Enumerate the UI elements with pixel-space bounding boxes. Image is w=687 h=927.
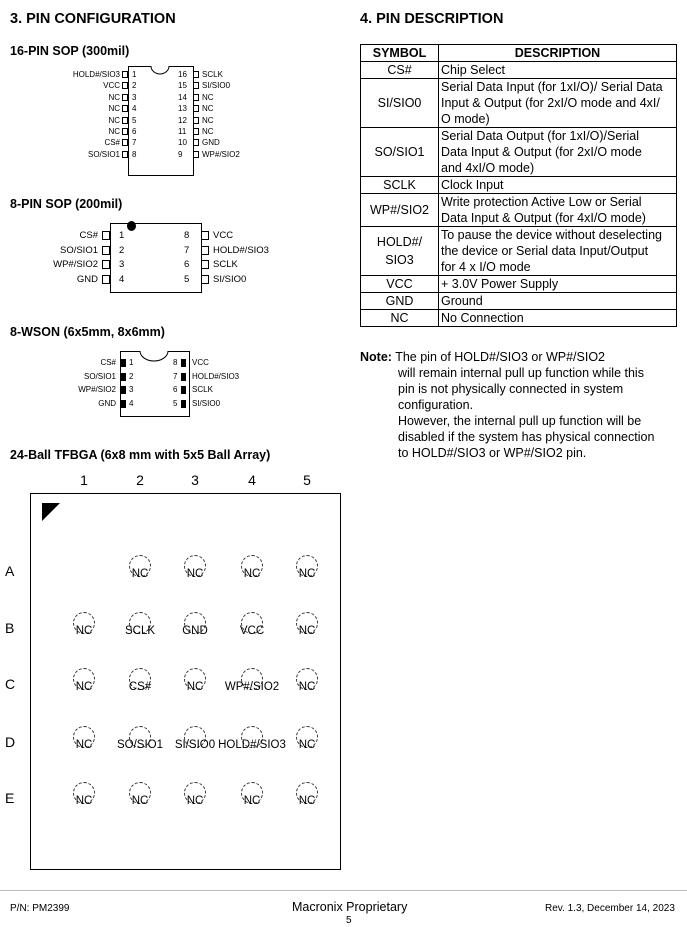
description-line: Data Input & Output (for 4xI/O mode) [441, 211, 646, 225]
description-header: DESCRIPTION [439, 45, 677, 62]
sop16-pin-number: 2 [132, 81, 137, 91]
symbol-cell [361, 62, 439, 79]
sop16-pin-number: 9 [178, 149, 183, 159]
sop16-pin-2 [122, 82, 128, 89]
sop16-title: 16-PIN SOP (300mil) [10, 44, 130, 58]
table-row [361, 177, 677, 194]
wson-pad-6 [181, 386, 186, 394]
sop8-pin-number: 6 [184, 259, 190, 270]
bga-ball-label: CS# [128, 681, 152, 693]
note-line: However, the internal pull up function will be [398, 414, 642, 428]
footer-revision: Rev. 1.3, December 14, 2023 [545, 903, 675, 914]
sop16-pin-11 [193, 128, 199, 135]
sop8-pin-number: 5 [184, 273, 190, 285]
wson-pin-label: CS# [100, 358, 116, 367]
wson-pad-7 [181, 373, 186, 381]
description-line: Ground [441, 294, 483, 308]
wson-pin-number: 7 [173, 371, 178, 381]
sop8-pin-5 [201, 275, 209, 284]
bga-ball-label: NC [298, 681, 316, 693]
bga-ball-label: NC [298, 625, 316, 637]
description-line: To pause the device without deselecting [441, 228, 662, 242]
footer-page-number: 5 [346, 915, 352, 926]
sop16-pin-label: NC [202, 104, 214, 114]
bga-ball-label: NC [243, 795, 261, 807]
sop16-pin-4 [122, 105, 128, 112]
description-cell [439, 293, 677, 310]
bga-ball-label: HOLD#/SIO3 [218, 739, 286, 751]
wson-pad-3 [121, 386, 126, 394]
description-line: the device or Serial data Input/Output [441, 244, 649, 258]
sop8-pin-label: CS# [79, 230, 98, 241]
bga-ball-label: VCC [239, 625, 265, 637]
wson-notch [139, 351, 169, 363]
wson-pin-number: 3 [129, 385, 134, 394]
sop16-pin-7 [122, 139, 128, 146]
symbol-cell [361, 276, 439, 293]
sop16-pin-number: 7 [132, 138, 137, 148]
sop16-pin-label: NC [202, 115, 214, 125]
wson-title: 8-WSON (6x5mm, 8x6mm) [10, 325, 165, 339]
bga-ball-label: NC [75, 795, 93, 807]
bga-ball-label: NC [186, 568, 204, 580]
description-line: Data Input & Output (for 2xI/O mode [441, 145, 642, 159]
sop16-pin-number: 14 [178, 92, 187, 102]
note [360, 349, 680, 461]
sop16-pin-label: HOLD#/SIO3 [72, 70, 120, 79]
note-first-line: The pin of HOLD#/SIO3 or WP#/SIO2 [395, 350, 606, 364]
description-cell [439, 276, 677, 293]
symbol-text: SCLK [383, 178, 416, 192]
symbol-text: SI/SIO0 [377, 96, 422, 110]
sop16-pin-number: 11 [178, 127, 187, 136]
symbol-cell [361, 293, 439, 310]
table-row [361, 276, 677, 293]
bga-ball-label: NC [186, 681, 204, 693]
symbol-text: SO/SIO1 [374, 145, 425, 159]
symbol-line: SIO3 [385, 253, 414, 267]
sop16-notch [150, 66, 170, 76]
sop16-pin-8 [122, 151, 128, 158]
bga-row-label: D [5, 734, 16, 750]
bga-ball-label: NC [298, 568, 316, 580]
bga-column-label: 4 [248, 472, 256, 488]
bga-column-label: 2 [136, 472, 144, 488]
wson-pad-4 [121, 400, 126, 408]
symbol-text: VCC [386, 277, 413, 291]
note-line: configuration. [398, 398, 474, 412]
wson-pad-5 [181, 400, 186, 408]
sop8-pin-number: 7 [184, 244, 190, 256]
sop16-pin-number: 5 [132, 115, 137, 125]
sop16-pin-label: NC [108, 104, 120, 114]
sop8-pin-7 [201, 246, 209, 255]
sop8-pin-4 [102, 275, 110, 284]
note-label: Note: [360, 350, 392, 364]
wson-pin-label: VCC [192, 358, 209, 367]
note-line: will remain internal pull up function while this [398, 366, 644, 380]
description-cell [439, 177, 677, 194]
bga-ball-label: SCLK [124, 625, 156, 637]
description-line: Serial Data Input (for 1xI/O)/ Serial Data [441, 80, 663, 94]
symbol-header: SYMBOL [361, 45, 439, 62]
wson-pin-number: 6 [173, 385, 178, 394]
symbol-text: CS# [387, 63, 412, 77]
sop16-pin-label: SO/SIO1 [87, 149, 120, 159]
sop16-pin-6 [122, 128, 128, 135]
description-cell [439, 310, 677, 327]
bga-ball-label: NC [298, 795, 316, 807]
bga-ball-label: NC [131, 568, 149, 580]
sop16-pin-label: CS# [104, 138, 120, 148]
sop16-pin-1 [122, 71, 128, 78]
table-row [361, 79, 677, 128]
sop8-pin-3 [102, 260, 110, 269]
note-line: to HOLD#/SIO3 or WP#/SIO2 pin. [398, 446, 587, 460]
bga-ball-label: NC [298, 739, 316, 751]
sop8-pin-2 [102, 246, 110, 255]
wson-pin-number: 1 [129, 358, 134, 367]
sop16-pin-label: NC [202, 92, 214, 102]
bga-ball-label: NC [75, 625, 93, 637]
sop8-pin-label: HOLD#/SIO3 [213, 244, 269, 256]
symbol-cell [361, 194, 439, 227]
pin1-dot-icon [127, 221, 136, 231]
wson-pin-number: 5 [173, 398, 178, 408]
sop8-pin-label: SO/SIO1 [59, 244, 98, 256]
sop16-pin-number: 3 [132, 92, 137, 102]
description-line: Chip Select [441, 63, 505, 77]
sop16-pin-13 [193, 105, 199, 112]
sop16-pin-number: 8 [132, 149, 137, 159]
wson-pin-label: SCLK [192, 385, 213, 394]
symbol-cell [361, 227, 439, 276]
sop8-pin-label: GND [76, 273, 98, 285]
wson-pin-label: SI/SIO0 [192, 398, 221, 408]
bga-row-label: C [5, 676, 16, 692]
sop16-pin-number: 10 [178, 138, 187, 148]
wson-pin-label: GND [98, 398, 116, 408]
sop8-pin-1 [102, 231, 110, 240]
sop16-pin-number: 13 [178, 104, 187, 114]
sop16-pin-number: 4 [132, 104, 137, 114]
bga-ball-label: NC [75, 739, 93, 751]
wson-pad-2 [121, 373, 126, 381]
sop16-pin-number: 16 [178, 70, 187, 79]
description-cell [439, 62, 677, 79]
symbol-text: NC [390, 311, 409, 325]
symbol-cell [361, 177, 439, 194]
sop16-pin-label: WP#/SIO2 [202, 149, 240, 159]
bga-ball-label: NC [131, 795, 149, 807]
bga-title: 24-Ball TFBGA (6x8 mm with 5x5 Ball Array) [10, 448, 271, 462]
sop16-pin-label: VCC [103, 81, 120, 91]
bga-column-label: 5 [303, 472, 311, 488]
wson-pin-number: 4 [129, 398, 134, 408]
sop16-pin-label: SI/SIO0 [202, 81, 231, 91]
description-line: for 4 x I/O mode [441, 260, 531, 274]
sop16-pin-label: NC [202, 127, 214, 136]
note-line: disabled if the system has physical connection [398, 430, 655, 444]
description-cell [439, 79, 677, 128]
description-line: O mode) [441, 112, 490, 126]
note-line: pin is not physically connected in system [398, 382, 624, 396]
description-line: + 3.0V Power Supply [441, 277, 559, 291]
description-line: Write protection Active Low or Serial [441, 195, 642, 209]
description-cell [439, 227, 677, 276]
bga-column-label: 1 [80, 472, 88, 488]
pin-description-table [360, 44, 677, 327]
description-cell [439, 194, 677, 227]
sop8-pin-label: SCLK [213, 259, 238, 270]
bga-ball-label: NC [75, 681, 93, 693]
wson-pin-label: HOLD#/SIO3 [192, 371, 240, 381]
sop8-pin-number: 8 [184, 230, 190, 241]
section-4-title: 4. PIN DESCRIPTION [360, 11, 504, 27]
bga-column-label: 3 [191, 472, 199, 488]
sop8-pin-8 [201, 231, 209, 240]
bga-row-label: B [5, 620, 15, 636]
table-row [361, 194, 677, 227]
sop16-pin-9 [193, 151, 199, 158]
sop16-pin-label: GND [202, 138, 220, 148]
bga-ball-label: SO/SIO1 [116, 739, 164, 751]
sop16-pin-number: 6 [132, 127, 137, 136]
sop16-pin-number: 12 [178, 115, 187, 125]
sop16-pin-label: SCLK [202, 70, 223, 79]
footer-divider [0, 890, 687, 891]
sop16-pin-10 [193, 139, 199, 146]
sop16-pin-5 [122, 117, 128, 124]
wson-pad-8 [181, 359, 186, 367]
table-header-row [361, 45, 677, 62]
footer-part-number: P/N: PM2399 [10, 903, 70, 914]
sop16-pin-14 [193, 94, 199, 101]
sop16-pin-label: NC [108, 92, 120, 102]
symbol-line: HOLD#/ [376, 235, 423, 249]
bga-row-label: E [5, 790, 15, 806]
description-line: and 4xI/O mode) [441, 161, 535, 175]
section-3-title: 3. PIN CONFIGURATION [10, 11, 176, 27]
sop8-pin-label: SI/SIO0 [213, 273, 247, 285]
sop16-pin-number: 15 [178, 81, 187, 91]
sop8-pin-label: WP#/SIO2 [53, 259, 98, 270]
sop16-pin-label: NC [108, 115, 120, 125]
sop8-pin-number: 4 [119, 273, 125, 285]
footer-proprietary: Macronix Proprietary [292, 900, 408, 914]
symbol-text: WP#/SIO2 [369, 203, 430, 217]
wson-pin-label: WP#/SIO2 [78, 385, 116, 394]
pin1-corner-marker-icon [42, 503, 62, 523]
bga-ball-label: NC [243, 568, 261, 580]
table-row [361, 62, 677, 79]
bga-ball-label: NC [186, 795, 204, 807]
sop8-pin-number: 1 [119, 230, 125, 241]
sop8-pin-6 [201, 260, 209, 269]
sop16-pin-label: NC [108, 127, 120, 136]
symbol-cell [361, 128, 439, 177]
wson-pad-1 [121, 359, 126, 367]
bga-ball-label: SI/SIO0 [174, 739, 216, 751]
description-line: Clock Input [441, 178, 504, 192]
sop16-pin-16 [193, 71, 199, 78]
table-row [361, 310, 677, 327]
symbol-cell [361, 310, 439, 327]
description-line: Serial Data Output (for 1xI/O)/Serial [441, 129, 639, 143]
description-line: Input & Output (for 2xI/O mode and 4xI/ [441, 96, 660, 110]
wson-pin-number: 8 [173, 358, 178, 367]
symbol-cell [361, 79, 439, 128]
table-row [361, 227, 677, 276]
symbol-text: GND [385, 294, 414, 308]
sop16-pin-3 [122, 94, 128, 101]
sop8-pin-number: 2 [119, 244, 125, 256]
sop16-pin-12 [193, 117, 199, 124]
bga-ball-label: GND [182, 625, 208, 637]
bga-ball-label: WP#/SIO2 [224, 681, 280, 693]
wson-pin-label: SO/SIO1 [83, 371, 116, 381]
sop16-pin-number: 1 [132, 70, 137, 79]
sop8-title: 8-PIN SOP (200mil) [10, 197, 123, 211]
description-line: No Connection [441, 311, 524, 325]
description-cell [439, 128, 677, 177]
wson-pin-number: 2 [129, 371, 134, 381]
table-row [361, 293, 677, 310]
sop16-pin-15 [193, 82, 199, 89]
sop8-pin-number: 3 [119, 259, 125, 270]
sop8-pin-label: VCC [213, 230, 234, 241]
bga-row-label: A [5, 563, 15, 579]
table-row [361, 128, 677, 177]
